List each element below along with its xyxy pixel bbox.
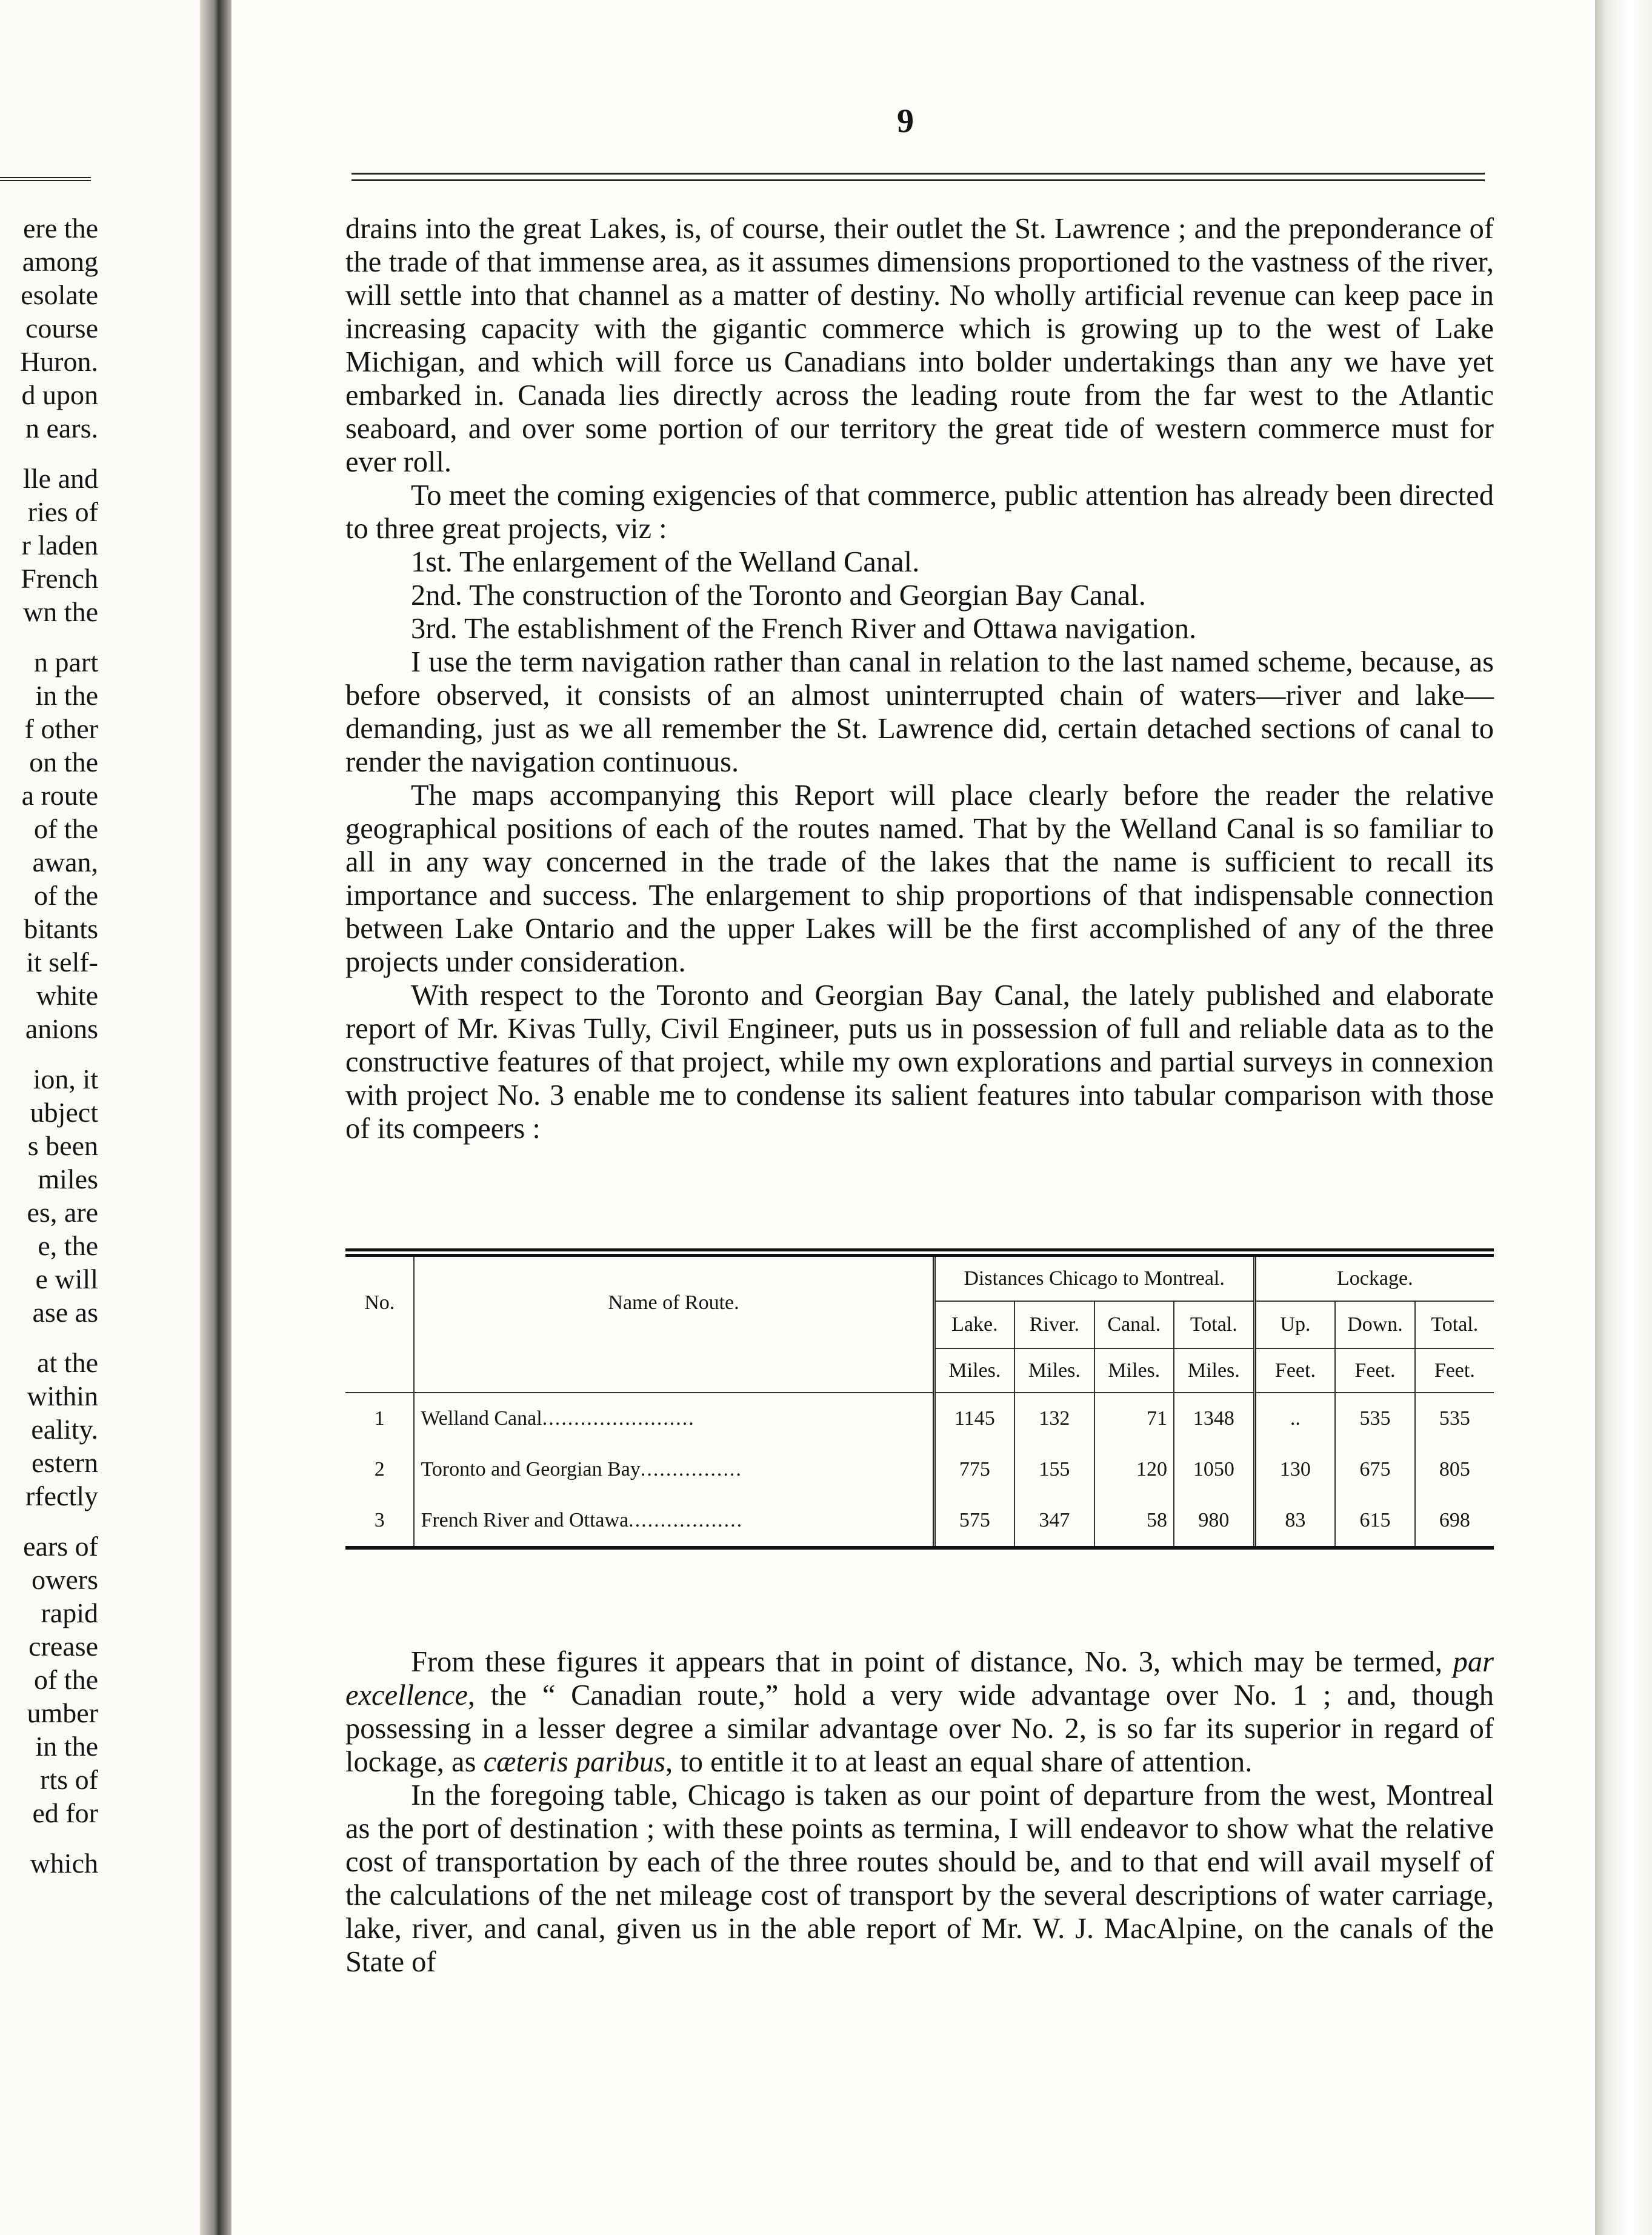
paragraph-projects-intro: To meet the coming exigencies of that commerce, public attention has already been directed to three great projects, viz : (345, 479, 1494, 545)
unit-feet: Feet. (1415, 1348, 1494, 1393)
units-name-cell (414, 1348, 934, 1393)
route-comparison-table (345, 1248, 1494, 1550)
left-page-line: it self- (26, 947, 98, 978)
route-name: Welland Canal (421, 1407, 542, 1430)
paragraph-tully-report: With respect to the Toronto and Georgian Bay Canal, the lately published and elaborate report of Mr. Kivas Tully, Civil Engineer, puts us in possession of full and reliable data as to the constructive features of that project, while my own explorations and partial surveys in connexion with project No. 3 enable me to condense its salient features into tabular comparison with those of its compeers : (345, 979, 1494, 1145)
body-text-bottom (345, 1645, 1494, 1979)
table-row (345, 1393, 1494, 1444)
canal-miles: 71 (1094, 1393, 1174, 1444)
left-page-line: e will (35, 1264, 98, 1294)
left-page-line: of the (33, 1664, 98, 1695)
unit-miles: Miles. (1094, 1348, 1174, 1393)
header-total-miles: Total. (1174, 1301, 1254, 1348)
left-page-line: ears of (23, 1531, 98, 1562)
left-page-line: course (25, 313, 98, 344)
left-page-line: in the (35, 680, 98, 711)
left-page-line: French (21, 563, 98, 594)
caeteris-paribus-emphasis: cæteris paribus (483, 1746, 666, 1778)
left-page-line: owers (32, 1564, 98, 1595)
left-page-line: r laden (21, 530, 98, 561)
total-miles: 1348 (1174, 1393, 1254, 1444)
left-page-line: s been (27, 1130, 98, 1161)
left-page-line: of the (33, 813, 98, 844)
unit-miles: Miles. (1014, 1348, 1094, 1393)
header-rule (351, 173, 1485, 181)
book-gutter (200, 0, 231, 2235)
left-page-line: on the (29, 747, 98, 778)
route-name-cell (414, 1495, 934, 1548)
par-excellence-emphasis: par excellence (345, 1646, 1494, 1711)
left-page-line: at the (37, 1347, 98, 1378)
lockage-up: .. (1254, 1393, 1335, 1444)
left-page-line: rfectly (25, 1481, 98, 1511)
header-canal: Canal. (1094, 1301, 1174, 1348)
body-text-top (345, 212, 1494, 1145)
route-name-cell (414, 1393, 934, 1444)
lockage-total: 805 (1415, 1444, 1494, 1495)
left-page-line: eality. (31, 1414, 98, 1445)
left-page-line: ed for (32, 1797, 98, 1828)
lake-miles: 1145 (934, 1393, 1014, 1444)
route-no: 1 (374, 1407, 385, 1430)
left-page-line: estern (32, 1447, 98, 1478)
leader-dots: ........................ (542, 1407, 695, 1430)
river-miles: 132 (1014, 1393, 1094, 1444)
lockage-up: 83 (1254, 1495, 1335, 1548)
project-item-2: 2nd. The construction of the Toronto and Georgian Bay Canal. (411, 579, 1146, 611)
left-page-line: miles (38, 1164, 98, 1194)
table-header-row-1 (345, 1253, 1494, 1301)
lockage-up: 130 (1254, 1444, 1335, 1495)
header-lockage: Lockage. (1254, 1253, 1494, 1301)
leader-dots: .................. (628, 1509, 744, 1531)
unit-feet: Feet. (1335, 1348, 1414, 1393)
table-row (345, 1495, 1494, 1548)
left-page-line: ere the (23, 213, 98, 244)
header-lake: Lake. (934, 1301, 1014, 1348)
left-page-line: among (22, 246, 98, 277)
paragraph-foregoing-table: In the foregoing table, Chicago is taken as our point of departure from the west, Montreal as the port of destination ; with these points as termina, I will endeavor to show what the relative cost of transportation by each of the three routes should be, and to that end will avail myself of the calculations of the net mileage cost of transport by the several descriptions of water carriage, lake, river, and canal, given us in the able report of Mr. W. J. MacAlpine, on the canals of the State of (345, 1779, 1494, 1978)
left-page-line: rapid (41, 1597, 98, 1628)
total-miles: 980 (1174, 1495, 1254, 1548)
canal-miles: 58 (1094, 1495, 1174, 1548)
header-down: Down. (1335, 1301, 1414, 1348)
left-page-line: which (30, 1848, 98, 1879)
page-edge (1595, 0, 1652, 2235)
left-page-line: esolate (21, 279, 98, 310)
left-page-line: awan, (32, 847, 98, 878)
lake-miles: 575 (934, 1495, 1014, 1548)
left-page-line: ase as (32, 1297, 98, 1328)
left-facing-page (0, 0, 200, 2235)
header-no: No. (364, 1291, 395, 1314)
left-page-line: lle and (23, 463, 98, 494)
left-page-line: of the (33, 880, 98, 911)
left-page-line: e, the (38, 1230, 98, 1261)
project-item-3: 3rd. The establishment of the French River and Ottawa navigation. (411, 613, 1197, 645)
route-no: 2 (374, 1458, 385, 1481)
page-number: 9 (897, 102, 914, 140)
route-name-cell (414, 1444, 934, 1495)
river-miles: 347 (1014, 1495, 1094, 1548)
lockage-down: 675 (1335, 1444, 1414, 1495)
leader-dots: ................ (640, 1458, 742, 1481)
left-page-line: within (27, 1381, 98, 1411)
paragraph-navigation: I use the term navigation rather than canal in relation to the last named scheme, because, as before observed, it consists of an almost uninterrupted chain of waters—river and lake—demanding, just as we all remember the St. Lawrence did, certain detached sections of canal to render the navigation continuous. (345, 646, 1494, 778)
header-river: River. (1014, 1301, 1094, 1348)
paragraph-figures-part-b: , the “ Canadian route,” hold a very wide advantage over No. 1 ; and, though possessing in a lesser degree a similar advantage over No. 2, is so far its superior in regard of lockage, as (345, 1679, 1494, 1778)
lockage-down: 615 (1335, 1495, 1414, 1548)
left-page-line: ion, it (33, 1064, 98, 1094)
header-route-name: Name of Route. (414, 1253, 934, 1348)
left-page-line: ubject (30, 1097, 98, 1128)
route-name: Toronto and Georgian Bay (421, 1458, 641, 1481)
paragraph-maps: The maps accompanying this Report will place clearly before the reader the relative geographical positions of each of the routes named. That by the Welland Canal is so familiar to all in any way concerned in the trade of the lakes that the name is sufficient to recall its importance and success. The enlargement to ship proportions of that indispensable connection between Lake Ontario and the upper Lakes will be the first accomplished of any of the three projects under consideration. (345, 779, 1494, 978)
left-page-line: umber (27, 1697, 98, 1728)
paragraph-figures (345, 1645, 1494, 1779)
table-row (345, 1444, 1494, 1495)
left-page-line: ries of (27, 496, 98, 527)
left-page-line: n ears. (25, 413, 98, 444)
left-page-line: n part (33, 647, 98, 678)
total-miles: 1050 (1174, 1444, 1254, 1495)
left-page-line: anions (25, 1013, 98, 1044)
paragraph-continuation: drains into the great Lakes, is, of course, their outlet the St. Lawrence ; and the preponderance of the trade of that immense area, as it assumes dimensions proportioned to the vastness of the river, will settle into that channel as a matter of destiny. No wholly artificial revenue can keep pace in increasing capacity with the gigantic commerce which is growing up to the west of Lake Michigan, and which will force us Canadians into bolder undertakings than any we have yet embarked in. Canada lies directly across the leading route from the far west to the Atlantic seaboard, and over some portion of our territory the great tide of western commerce must for ever roll. (345, 213, 1494, 478)
lockage-total: 535 (1415, 1393, 1494, 1444)
route-no: 3 (345, 1495, 414, 1548)
lockage-total: 698 (1415, 1495, 1494, 1548)
left-page-line: crease (28, 1631, 98, 1662)
project-item-1: 1st. The enlargement of the Welland Canal. (411, 546, 920, 578)
left-page-line: d upon (21, 379, 98, 410)
paragraph-figures-part-a: From these figures it appears that in point of distance, No. 3, which may be termed, (411, 1646, 1453, 1678)
left-page-line: bitants (24, 913, 98, 944)
route-name: French River and Ottawa (421, 1509, 629, 1531)
river-miles: 155 (1014, 1444, 1094, 1495)
canal-miles: 120 (1094, 1444, 1174, 1495)
paragraph-figures-part-c: , to entitle it to at least an equal share of attention. (665, 1746, 1253, 1778)
lockage-down: 535 (1335, 1393, 1414, 1444)
header-distances: Distances Chicago to Montreal. (934, 1253, 1254, 1301)
left-page-line: f other (24, 713, 98, 744)
left-page-line: Huron. (19, 346, 98, 377)
left-page-line: white (36, 980, 98, 1011)
left-page-line: rts of (40, 1764, 98, 1795)
unit-feet: Feet. (1254, 1348, 1335, 1393)
units-no-cell (345, 1348, 414, 1393)
unit-miles: Miles. (1174, 1348, 1254, 1393)
header-total-feet: Total. (1415, 1301, 1494, 1348)
left-page-line: a route (21, 780, 98, 811)
header-up: Up. (1254, 1301, 1335, 1348)
table-units-row (345, 1348, 1494, 1393)
unit-miles: Miles. (934, 1348, 1014, 1393)
left-page-line: in the (35, 1731, 98, 1762)
left-page-line: wn the (23, 596, 98, 627)
left-page-line: es, are (27, 1197, 98, 1228)
left-page-rule (0, 177, 91, 184)
lake-miles: 775 (934, 1444, 1014, 1495)
